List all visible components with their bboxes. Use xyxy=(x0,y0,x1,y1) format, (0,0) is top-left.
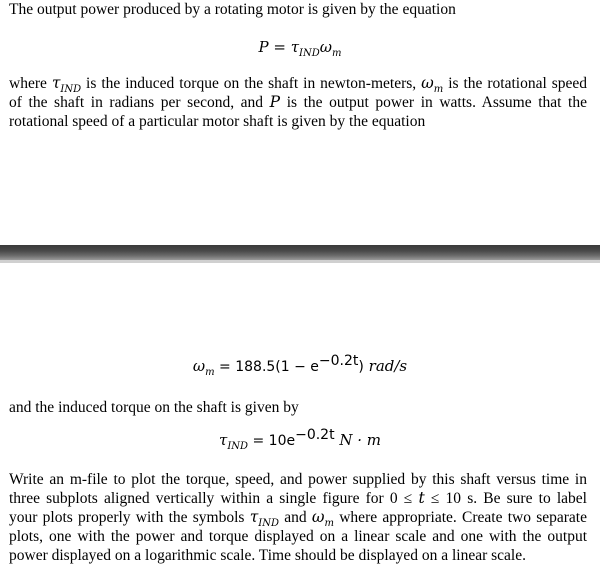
tau-symbol: τ xyxy=(219,431,228,449)
p-symbol: P xyxy=(269,93,281,111)
text: is the rotational speed xyxy=(443,75,587,92)
tau-subscript: IND xyxy=(227,441,249,452)
where-line-1 xyxy=(9,74,587,96)
torque-unit: N · m xyxy=(334,431,381,449)
tau-symbol: τ xyxy=(290,38,300,56)
speed-close-paren: ) xyxy=(358,359,364,375)
omega-subscript: m xyxy=(331,48,342,59)
task-paragraph xyxy=(9,470,587,565)
omega-symbol: ω xyxy=(319,38,332,56)
omega-subscript: m xyxy=(205,367,215,378)
equals-sign: = xyxy=(268,38,291,56)
text: is the output power in watts. Assume that the xyxy=(280,94,587,111)
text: and xyxy=(279,509,312,526)
where-line-2 xyxy=(9,93,587,112)
task-line-2 xyxy=(9,489,587,508)
tau-ind-symbol: $\tau_{IND}$ xyxy=(249,508,279,530)
power-equation xyxy=(0,38,600,59)
omega-m-symbol: $\omega_m$ xyxy=(311,508,334,530)
speed-unit: rad/s xyxy=(363,357,408,375)
text: of the shaft in radians per second, and xyxy=(9,94,270,111)
torque-intro-line: and the induced torque on the shaft is given by xyxy=(9,399,299,416)
text: your plots properly with the symbols xyxy=(9,509,250,526)
t-symbol: t xyxy=(418,489,425,507)
text: ≤ 10 s. Be sure to label xyxy=(424,490,587,507)
intro-paragraph xyxy=(9,0,587,19)
speed-expression: = 188.5(1 − e xyxy=(214,359,319,375)
omega-symbol: ω xyxy=(192,357,206,375)
where-line-3: rotational speed of a particular motor shaft is given by the equation xyxy=(9,113,426,130)
text: where xyxy=(9,75,52,92)
tau-subscript: IND xyxy=(299,48,320,59)
torque-expression: = 10e xyxy=(248,433,296,449)
task-line-3 xyxy=(9,508,587,530)
intro-line: The output power produced by a rotating motor is given by the equation xyxy=(9,1,456,18)
page-divider xyxy=(0,245,600,260)
torque-intro-paragraph xyxy=(9,398,587,417)
tau-ind-symbol: $\tau_{IND}$ xyxy=(51,74,82,96)
speed-equation xyxy=(0,353,600,378)
torque-equation xyxy=(0,427,600,452)
omega-m-symbol: $\omega_m$ xyxy=(421,74,444,96)
task-line-1: Write an m-file to plot the torque, speed, and power supplied by this shaft versus time in xyxy=(9,471,587,488)
torque-exponent: −0.2t xyxy=(295,427,335,443)
where-paragraph xyxy=(9,74,587,131)
page-divider-shadow xyxy=(0,260,600,263)
task-line-4: plots, one with the power and torque displayed on a linear scale and one with the output xyxy=(9,528,587,545)
power-symbol: P xyxy=(258,38,269,56)
text: is the induced torque on the shaft in newton-meters, xyxy=(81,75,422,92)
text: three subplots aligned vertically within a single figure for 0 ≤ xyxy=(9,490,419,507)
speed-exponent: −0.2t xyxy=(318,353,359,369)
task-line-5: power displayed on a logarithmic scale. Time should be displayed on a linear scale. xyxy=(9,547,526,564)
text: where appropriate. Create two separate xyxy=(334,509,587,526)
